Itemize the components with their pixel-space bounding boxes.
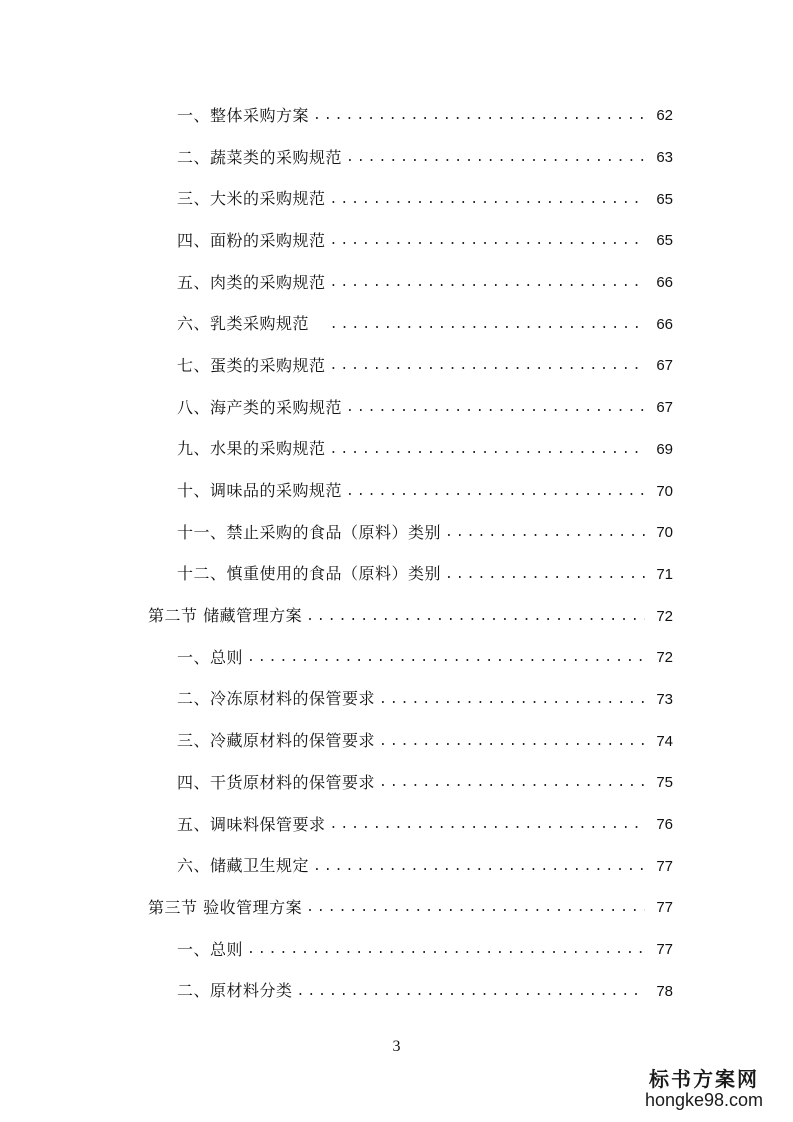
toc-entry[interactable] [0, 762, 793, 804]
toc-dot-leader [445, 568, 645, 581]
toc-entry[interactable] [0, 178, 793, 220]
toc-entry-title: 第三节 验收管理方案 [148, 897, 303, 917]
table-of-contents [0, 95, 793, 1012]
toc-entry-page: 69 [656, 440, 673, 458]
toc-dot-leader [379, 693, 645, 706]
toc-dot-leader [379, 735, 645, 748]
toc-entry[interactable] [0, 470, 793, 512]
toc-entry-page: 76 [656, 816, 673, 834]
toc-entry-title: 十一、禁止采购的食品（原料）类别 [177, 522, 442, 542]
toc-entry[interactable] [0, 429, 793, 471]
toc-entry-page: 65 [656, 190, 673, 208]
page-number: 3 [392, 1038, 401, 1055]
toc-entry[interactable] [0, 220, 793, 262]
toc-dot-leader [346, 151, 645, 164]
toc-entry[interactable] [0, 679, 793, 721]
toc-entry-page: 67 [656, 399, 673, 417]
toc-entry-title: 六、储藏卫生规定 [177, 856, 310, 876]
watermark-name: 标书方案网 [649, 1067, 759, 1092]
toc-entry-title: 一、总则 [177, 647, 244, 667]
toc-dot-leader [297, 985, 645, 998]
toc-section-entry[interactable] [0, 887, 793, 929]
toc-entry-title: 七、蛋类的采购规范 [177, 355, 326, 375]
toc-entry-title: 一、整体采购方案 [177, 105, 310, 125]
toc-entry-title: 第二节 储藏管理方案 [148, 606, 303, 626]
toc-dot-leader [445, 526, 645, 539]
toc-dot-leader [306, 610, 645, 623]
toc-dot-leader [313, 860, 645, 873]
toc-entry-page: 72 [656, 607, 673, 625]
watermark-logo [629, 1068, 779, 1112]
toc-entry-title: 四、面粉的采购规范 [177, 230, 326, 250]
toc-entry[interactable] [0, 512, 793, 554]
toc-entry-title: 二、蔬菜类的采购规范 [177, 147, 343, 167]
toc-entry-page: 66 [656, 274, 673, 292]
toc-entry-title: 一、总则 [177, 939, 244, 959]
toc-entry-page: 65 [656, 232, 673, 250]
toc-entry-title: 五、肉类的采购规范 [177, 272, 326, 292]
toc-entry-page: 70 [656, 482, 673, 500]
toc-entry-title: 八、海产类的采购规范 [177, 397, 343, 417]
toc-entry[interactable] [0, 387, 793, 429]
toc-entry-title: 五、调味料保管要求 [177, 814, 326, 834]
toc-dot-leader [330, 359, 645, 372]
toc-dot-leader [330, 818, 645, 831]
toc-entry-title: 四、干货原材料的保管要求 [177, 772, 376, 792]
toc-dot-leader [330, 276, 645, 289]
toc-dot-leader [330, 443, 645, 456]
toc-entry[interactable] [0, 929, 793, 971]
toc-dot-leader [379, 776, 645, 789]
toc-dot-leader [330, 234, 645, 247]
toc-entry[interactable] [0, 303, 793, 345]
toc-entry[interactable] [0, 554, 793, 596]
toc-entry-page: 66 [656, 315, 673, 333]
toc-entry[interactable] [0, 345, 793, 387]
toc-dot-leader [313, 109, 645, 122]
toc-entry-page: 78 [656, 982, 673, 1000]
toc-entry-page: 72 [656, 649, 673, 667]
toc-entry-title: 九、水果的采购规范 [177, 439, 326, 459]
toc-entry[interactable] [0, 845, 793, 887]
toc-entry-title: 六、乳类采购规范 [177, 314, 326, 334]
toc-entry-title: 三、冷藏原材料的保管要求 [177, 731, 376, 751]
toc-dot-leader [247, 943, 645, 956]
toc-entry-title: 十、调味品的采购规范 [177, 481, 343, 501]
toc-entry-page: 71 [656, 565, 673, 583]
toc-entry[interactable] [0, 95, 793, 137]
toc-entry-title: 三、大米的采购规范 [177, 189, 326, 209]
toc-entry[interactable] [0, 970, 793, 1012]
toc-entry-page: 75 [656, 774, 673, 792]
toc-section-entry[interactable] [0, 595, 793, 637]
toc-entry-page: 70 [656, 524, 673, 542]
toc-entry-page: 67 [656, 357, 673, 375]
toc-dot-leader [247, 651, 645, 664]
toc-dot-leader [330, 193, 645, 206]
toc-entry-page: 74 [656, 732, 673, 750]
watermark-url: hongke98.com [644, 1090, 764, 1111]
toc-dot-leader [346, 485, 645, 498]
toc-dot-leader [330, 318, 645, 331]
toc-entry-title: 二、冷冻原材料的保管要求 [177, 689, 376, 709]
toc-entry-title: 十二、慎重使用的食品（原料）类别 [177, 564, 442, 584]
toc-entry[interactable] [0, 262, 793, 304]
toc-entry-page: 77 [656, 941, 673, 959]
toc-dot-leader [306, 901, 645, 914]
toc-entry-page: 77 [656, 857, 673, 875]
toc-entry-page: 63 [656, 149, 673, 167]
toc-entry[interactable] [0, 637, 793, 679]
toc-entry[interactable] [0, 804, 793, 846]
toc-dot-leader [346, 401, 645, 414]
toc-entry-title: 二、原材料分类 [177, 981, 293, 1001]
toc-entry-page: 62 [656, 107, 673, 125]
toc-entry[interactable] [0, 720, 793, 762]
toc-entry-page: 77 [656, 899, 673, 917]
toc-entry-page: 73 [656, 690, 673, 708]
toc-entry[interactable] [0, 137, 793, 179]
